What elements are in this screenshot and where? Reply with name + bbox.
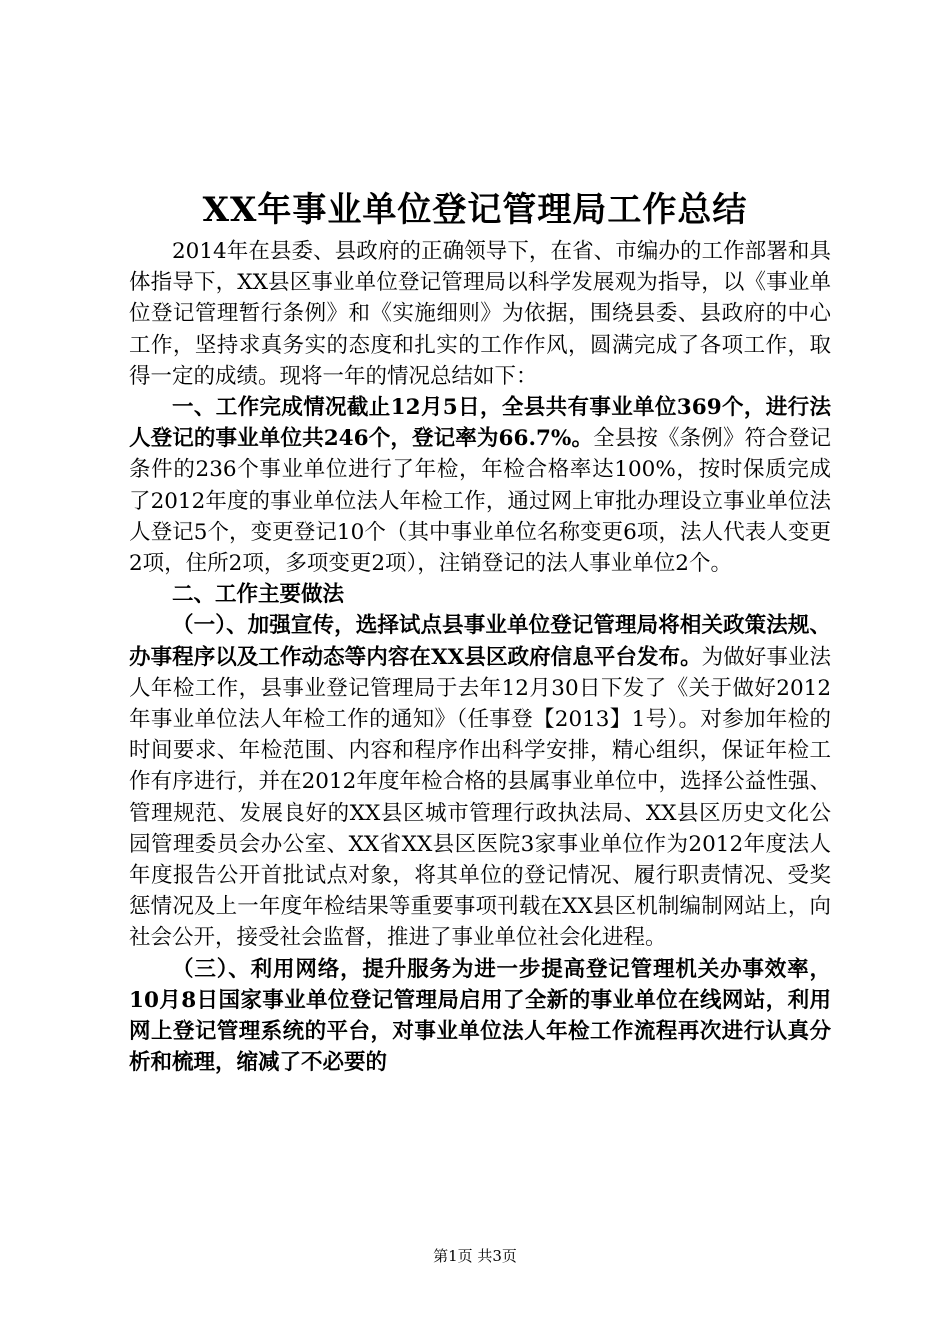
section-two-heading: 二、工作主要做法	[172, 582, 345, 608]
intro-paragraph: 2014年在县委、县政府的正确领导下，在省、市编办的工作部署和具体指导下，XX县区事业单位登记管理局以科学发展观为指导，以《事业单位登记管理暂行条例》和《实施细则》为依据，围绕县委、县政府的中心工作，坚持求真务实的态度和扎实的工作作风，圆满完成了各项工作，取得一定的成绩。现将一年的情况总结如下：	[129, 239, 831, 389]
subsection-three-paragraph: （三）、利用网络，提升服务为进一步提高登记管理机关办事效率，10月8日国家事业单位登记管理局启用了全新的事业单位在线网站，利用网上登记管理系统的平台，对事业单位法人年检工作流程再次进行认真分析和梳理，缩减了不必要的	[129, 956, 831, 1076]
section-one-paragraph	[129, 392, 831, 579]
subsection-one-body-text: 为做好事业法人年检工作，县事业登记管理局于去年12月30日下发了《关于做好2012年事业单位法人年检工作的通知》（任事登【2013】1号）。对参加年检的时间要求、年检范围、内容和程序作出科学安排，精心组织，保证年检工作有序进行，并在2012年度年检合格的县属事业单位中，选择公益性强、管理规范、发展良好的XX县区城市管理行政执法局、XX县区历史文化公园管理委员会办公室、XX省XX县区医院3家事业单位作为2012年度法人年度报告公开首批试点对象，将其单位的登记情况、履行职责情况、受奖惩情况及上一年度年检结果等重要事项刊载在XX县区机制编制网站上，向社会公开，接受社会监督，推进了事业单位社会化进程。	[129, 644, 831, 951]
document-title: XX年事业单位登记管理局工作总结	[202, 190, 748, 230]
subsection-one-heading-text: （一）、加强宣传，选择试点县事业单位登记管理局将相关政策法规、办事程序以及工作动态等内容在XX县区政府信息平台发布。	[129, 613, 831, 670]
section-one-body-text: 全县按《条例》符合登记条件的236个事业单位进行了年检，年检合格率达100%，按时保质完成了2012年度的事业单位法人年检工作，通过网上审批办理设立事业单位法人登记5个，变更登记10个（其中事业单位名称变更6项，法人代表人变更2项，住所2项，多项变更2项），注销登记的法人事业单位2个。	[129, 426, 831, 577]
section-one-heading-text: 一、工作完成情况截止12月5日，全县共有事业单位369个，进行法人登记的事业单位共246个，登记率为66.7%。	[129, 395, 831, 452]
page-footer: 第1页 共3页	[433, 1247, 517, 1265]
document-body	[129, 236, 831, 1078]
subsection-one-paragraph	[129, 610, 831, 953]
